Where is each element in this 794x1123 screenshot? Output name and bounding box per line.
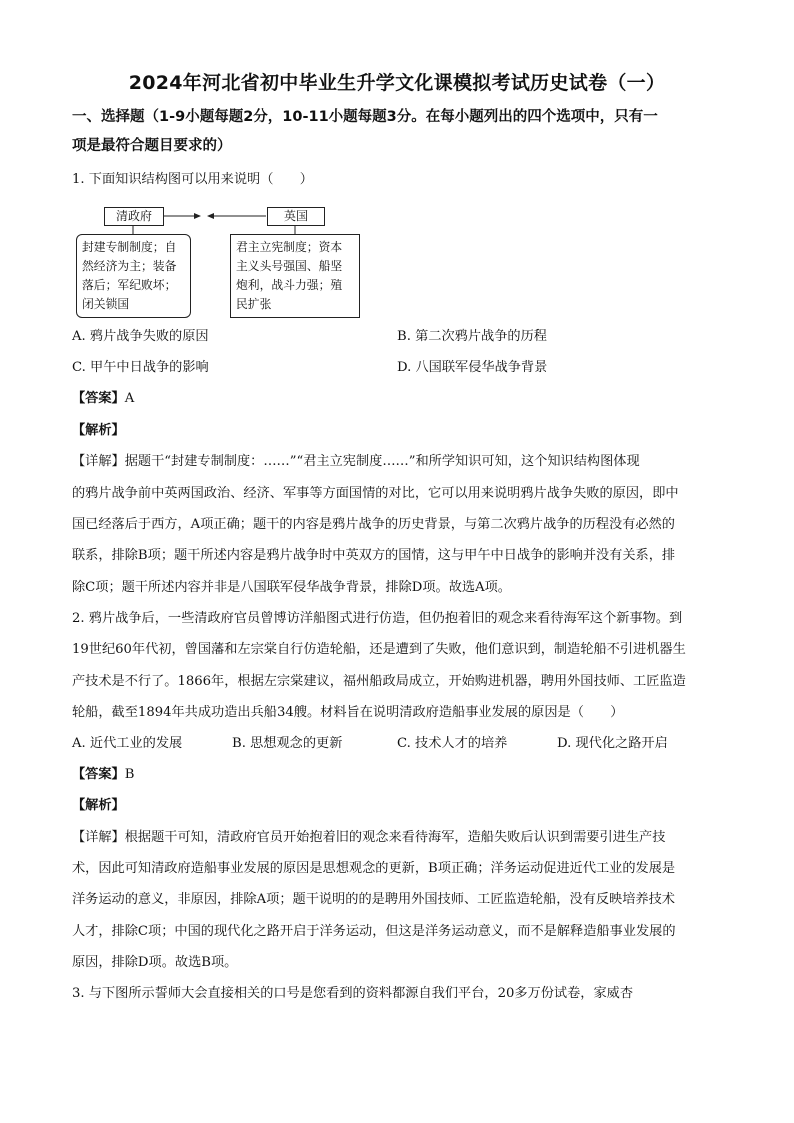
q2-stem-line: 2. 鸦片战争后，一些清政府官员曾博访洋船图式进行仿造，但仍抱着旧的观念来看待海军这个新事物。到 — [72, 611, 683, 626]
q2-detail-line: 【详解】根据题干可知，清政府官员开始抱着旧的观念来看待海军，造船失败后认识到需要引进生产技 — [72, 830, 666, 845]
diagram-qing-box — [76, 234, 191, 318]
q3-stem: 3. 与下图所示誓师大会直接相关的口号是您看到的资料都源自我们平台，20多万份试卷，家威杏 — [72, 986, 634, 1001]
q1-detail-line: 国已经落后于西方，A项正确；题干的内容是鸦片战争的历史背景，与第二次鸦片战争的历程没有必然的 — [72, 517, 675, 532]
qing-line: 落后；军纪败坏； — [82, 278, 177, 292]
q2-stem-line: 19世纪60年代初，曾国藩和左宗棠自行仿造轮船，还是遭到了失败，他们意识到，制造轮船不引进机器生 — [72, 642, 686, 657]
q1-answer — [72, 389, 134, 409]
q2-analysis-label: 【解析】 — [72, 798, 125, 813]
britain-line: 主义头号强国、船坚 — [236, 259, 343, 273]
diagram-qing-label: 清政府 — [104, 207, 164, 226]
q1-option-b: B. 第二次鸦片战争的历程 — [397, 329, 547, 344]
q1-detail-line: 【详解】据题干“封建专制制度：……”“君主立宪制度……”和所学知识可知，这个知识结构图体现 — [72, 454, 640, 469]
q2-stem-line: 轮船，截至1894年共成功造出兵船34艘。材料旨在说明清政府造船事业发展的原因是（ ） — [72, 705, 624, 720]
q1-analysis-label: 【解析】 — [72, 423, 125, 438]
diagram-britain-label: 英国 — [267, 207, 325, 226]
q2-option-d: D. 现代化之路开启 — [557, 736, 668, 751]
left-arrowhead-icon — [207, 213, 214, 219]
answer-value: B — [124, 767, 135, 782]
q1-knowledge-diagram — [72, 200, 362, 315]
britain-line: 民扩张 — [236, 297, 272, 311]
page-title: 2024年河北省初中毕业生升学文化课模拟考试历史试卷（一） — [128, 72, 666, 94]
section-header — [72, 103, 732, 161]
q2-detail-line: 原因，排除D项。故选B项。 — [72, 955, 238, 970]
q1-detail-line: 除C项；题干所述内容并非是八国联军侵华战争背景，排除D项。故选A项。 — [72, 580, 511, 595]
right-arrowhead-icon — [194, 213, 201, 219]
q2-detail-line: 洋务运动的意义，非原因，排除A项；题干说明的的是聘用外国技师、工匠监造轮船，没有反映培养技术 — [72, 892, 675, 907]
answer-label: 【答案】 — [72, 391, 125, 406]
q2-detail-line: 人才，排除C项；中国的现代化之路开启于洋务运动，但这是洋务运动意义，而不是解释造船事业发展的 — [72, 924, 676, 939]
q2-detail-line: 术，因此可知清政府造船事业发展的原因是思想观念的更新，B项正确；洋务运动促进近代工业的发展是 — [72, 861, 676, 876]
q1-option-c: C. 甲午中日战争的影响 — [72, 360, 209, 375]
britain-line: 君主立宪制度；资本 — [236, 240, 343, 254]
q1-stem: 1. 下面知识结构图可以用来说明（ ） — [72, 172, 313, 187]
q2-answer — [72, 765, 134, 785]
q1-option-a: A. 鸦片战争失败的原因 — [72, 329, 209, 344]
answer-value: A — [124, 391, 135, 406]
britain-line: 炮利，战斗力强；殖 — [236, 278, 343, 292]
q2-stem-line: 产技术是不行了。1866年，根据左宗棠建议，福州船政局成立，开始购进机器，聘用外国技师、工匠监造 — [72, 674, 686, 689]
section-header-line1: 一、选择题（1-9小题每题2分，10-11小题每题3分。在每小题列出的四个选项中，只有一 — [72, 109, 658, 125]
section-header-line2: 项是最符合题目要求的） — [72, 138, 232, 154]
answer-label: 【答案】 — [72, 767, 125, 782]
q2-option-a: A. 近代工业的发展 — [72, 736, 183, 751]
q1-option-d: D. 八国联军侵华战争背景 — [397, 360, 548, 375]
q1-detail-line: 联系，排除B项；题干所述内容是鸦片战争时中英双方的国情，这与甲午中日战争的影响并没有关系，排 — [72, 548, 676, 563]
q2-option-c: C. 技术人才的培养 — [397, 736, 508, 751]
diagram-britain-box — [230, 234, 360, 318]
qing-line: 闭关锁国 — [82, 297, 130, 311]
q1-detail-line: 的鸦片战争前中英两国政治、经济、军事等方面国情的对比，它可以用来说明鸦片战争失败的原因，即中 — [72, 486, 679, 501]
qing-line: 封建专制制度；自 — [82, 240, 177, 254]
q2-option-b: B. 思想观念的更新 — [232, 736, 343, 751]
qing-line: 然经济为主；装备 — [82, 259, 177, 273]
